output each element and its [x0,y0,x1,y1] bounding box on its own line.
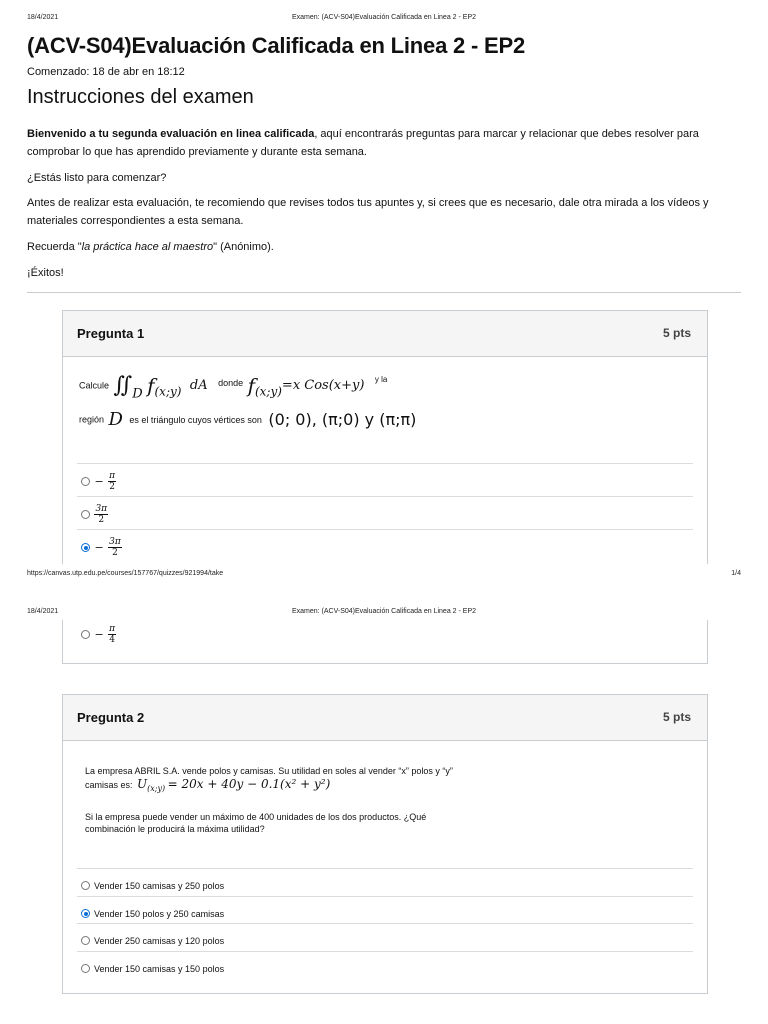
utility-args: (x;y) [147,784,166,793]
quote-text: la práctica hace al maestro [81,241,214,253]
quiz-title: (ACV-S04)Evaluación Calificada en Linea 2 - EP2 [27,33,525,58]
numerator: π [109,624,116,634]
denominator: 2 [112,548,118,558]
question-1-points: 5 pts [662,326,691,340]
numerator: 3π [95,504,108,514]
function-args: (x;y) [154,384,182,399]
q2-option-label: Vender 150 polos y 250 camisas [94,908,225,919]
denominator: 4 [109,635,115,645]
q2-statement-line-3: Si la empresa puede vender un máximo de 400 unidades de los dos productos. ¿Qué [85,812,427,822]
instructions-paragraph-3: Antes de realizar esta evaluación, te recomiendo que revises todos tus apuntes y, si crees que es necesario, dale otra mirada a los vídeos y materiales correspondientes a esta semana. [27,197,709,227]
question-1-card-continued [62,620,708,664]
utility-symbol: U [137,777,148,791]
divider [27,292,741,293]
region-word: región [79,414,105,425]
print-header [0,14,768,28]
q2-option-label: Vender 150 camisas y 250 polos [94,880,225,891]
print-page-number: 1/4 [731,570,741,577]
q1-option[interactable] [77,496,693,529]
q2-option[interactable] [77,896,693,923]
question-2-points: 5 pts [662,710,691,724]
numerator: π [109,471,116,481]
double-integral: ∬ [113,373,133,398]
q1-option[interactable] [77,463,693,496]
fraction [108,471,116,492]
triangle-text: es el triángulo cuyos vértices son [129,414,262,425]
fraction [108,624,116,645]
q1-radio[interactable] [81,543,90,552]
q1-option[interactable] [77,529,693,565]
question-2-card [62,694,708,994]
print-date: 18/4/2021 [27,608,59,615]
q2-radio[interactable] [81,909,90,918]
q2-statement-line-2: camisas es: [85,780,133,790]
q2-option[interactable] [77,923,693,951]
instructions-paragraph-5: ¡Éxitos! [27,267,64,279]
y-la-word: y la [374,374,388,384]
question-1-label: Pregunta 1 [77,326,145,341]
q2-option[interactable] [77,868,693,896]
question-1-header [63,311,707,357]
question-2-text [85,765,685,835]
denominator: 2 [109,482,115,492]
fraction [94,504,108,525]
q2-radio[interactable] [81,936,90,945]
q1-radio[interactable] [81,477,90,486]
function-f: f [147,373,155,398]
print-url: https://canvas.utp.edu.pe/courses/157767/quizzes/921994/take [27,570,224,577]
q2-option-label: Vender 150 camisas y 150 polos [94,963,225,974]
q2-radio[interactable] [81,964,90,973]
minus-sign: − [94,628,104,641]
welcome-rest: , aquí encontrarás preguntas para marcar y relacionar que debes resolver para comprobar lo que has aprendido previamente y durante esta semana. [27,128,699,158]
vertices: (0; 0), (π;0) y (π;π) [268,410,417,429]
instructions-paragraph-1 [27,125,745,161]
started-timestamp: Comenzado: 18 de abr en 18:12 [27,66,185,78]
welcome-bold: Bienvenido a tu segunda evaluación en linea calificada [27,128,315,140]
function-f-2: f [247,373,255,398]
integral-domain: D [132,386,143,402]
print-date: 18/4/2021 [27,14,59,21]
q2-statement-line-4: combinación le producirá la máxima utilidad? [85,824,265,834]
function-args-2: (x;y) [254,384,282,399]
q2-option-label: Vender 250 camisas y 120 polos [94,935,225,946]
question-2-label: Pregunta 2 [77,710,145,725]
instructions-paragraph-2: ¿Estás listo para comenzar? [27,172,167,184]
minus-sign: − [94,475,104,488]
function-definition: =x Cos(x+y) [281,378,365,393]
region-d: D [108,409,123,430]
quote-prefix: Recuerda " [27,241,82,253]
minus-sign: − [94,541,104,554]
q1-radio[interactable] [81,630,90,639]
print-title: Examen: (ACV-S04)Evaluación Calificada en Linea 2 - EP2 [291,14,477,21]
quote-suffix: " (Anónimo). [213,241,274,253]
q2-option[interactable] [77,951,693,981]
question-2-header [63,695,707,741]
donde-word: donde [218,377,244,388]
differential: dA [189,378,208,393]
q2-radio[interactable] [81,881,90,890]
utility-formula: = 20x + 40y − 0.1(x² + y²) [167,777,331,791]
question-1-text [79,373,679,439]
q2-statement-line-1: La empresa ABRIL S.A. vende polos y camisas. Su utilidad en soles al vender “x” polos y “y” [85,766,453,776]
print-title: Examen: (ACV-S04)Evaluación Calificada en Linea 2 - EP2 [291,608,477,615]
denominator: 2 [98,515,105,525]
q1-radio[interactable] [81,510,90,519]
instructions-heading: Instrucciones del examen [27,86,254,108]
numerator: 3π [109,537,121,547]
question-1-card [62,310,708,564]
q1-option[interactable] [81,624,116,645]
fraction [108,537,122,558]
calcule-word: Calcule [79,380,110,391]
instructions-paragraph-4 [27,238,745,256]
